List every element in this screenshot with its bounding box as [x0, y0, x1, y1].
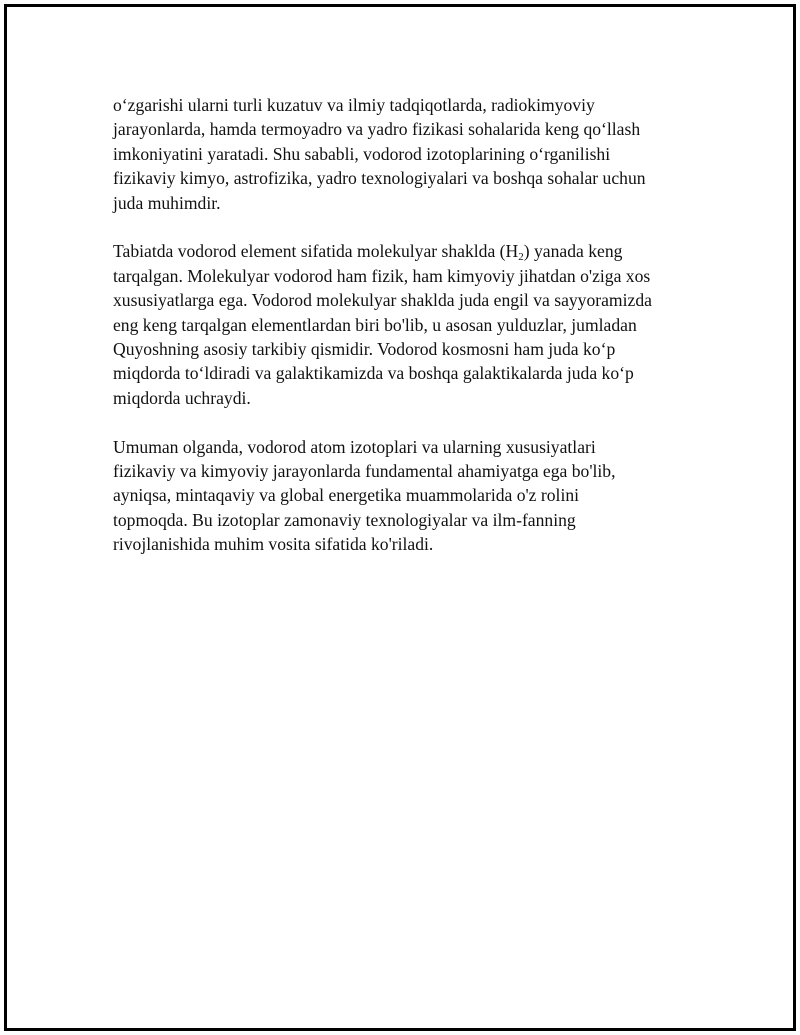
text-line: [113, 239, 693, 263]
text-line: imkoniyatini yaratadi. Shu sababli, vodorod izotoplarining o‘rganilishi: [113, 143, 611, 164]
text-line: fizikaviy va kimyoviy jarayonlarda fundamental ahamiyatga ega bo'lib,: [113, 461, 616, 482]
text-fragment: ) yanada keng: [523, 241, 623, 262]
text-line: fizikaviy kimyo, astrofizika, yadro texnologiyalari va boshqa sohalar uchun: [113, 168, 646, 189]
subscript-two: 2: [518, 251, 524, 264]
text-line: juda muhimdir.: [113, 192, 221, 213]
text-fragment: Tabiatda vodorod element sifatida molekulyar shaklda (H: [113, 241, 519, 262]
text-line: miqdorda to‘ldiradi va galaktikamizda va boshqa galaktikalarda juda ko‘p: [113, 363, 634, 384]
paragraph-conclusion: [113, 435, 693, 557]
paragraph-isotopes-importance: [113, 93, 693, 215]
document-body: [113, 93, 693, 581]
text-line: eng keng tarqalgan elementlardan biri bo'lib, u asosan yulduzlar, jumladan: [113, 314, 637, 335]
text-line: topmoqda. Bu izotoplar zamonaviy texnologiyalar va ilm-fanning: [113, 509, 576, 530]
text-line: rivojlanishida muhim vosita sifatida ko'riladi.: [113, 534, 434, 555]
text-line: jarayonlarda, hamda termoyadro va yadro fizikasi sohalarida keng qo‘llash: [113, 119, 641, 140]
text-line: xususiyatlarga ega. Vodorod molekulyar shaklda juda engil va sayyoramizda: [113, 290, 652, 311]
paragraph-molecular-hydrogen: [113, 239, 693, 410]
text-line: ayniqsa, mintaqaviy va global energetika muammolarida o'z rolini: [113, 485, 580, 506]
text-line: miqdorda uchraydi.: [113, 387, 251, 408]
text-line: tarqalgan. Molekulyar vodorod ham fizik, ham kimyoviy jihatdan o'ziga xos: [113, 265, 651, 286]
text-line: o‘zgarishi ularni turli kuzatuv va ilmiy tadqiqotlarda, radiokimyoviy: [113, 95, 595, 115]
text-line: Quyoshning asosiy tarkibiy qismidir. Vodorod kosmosni ham juda ko‘p: [113, 339, 616, 360]
text-line: Umuman olganda, vodorod atom izotoplari va ularning xususiyatlari: [113, 436, 596, 457]
